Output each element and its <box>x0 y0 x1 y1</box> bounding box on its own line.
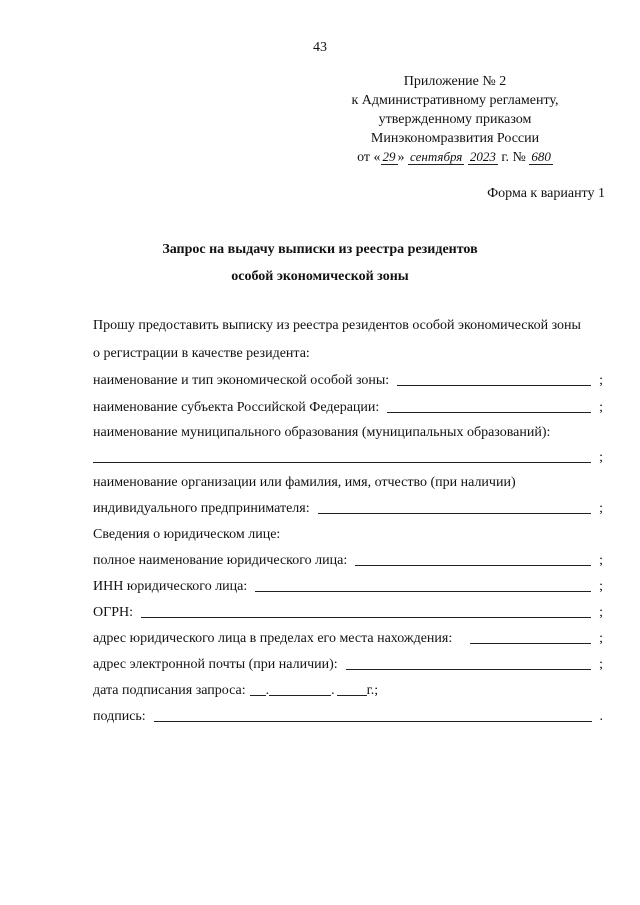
email-row <box>93 653 603 673</box>
org-row-1 <box>93 471 603 491</box>
date-day: 29 <box>382 149 396 164</box>
semicolon: ; <box>599 553 603 568</box>
zone-label: наименование и тип экономической особой зоны: <box>93 373 390 388</box>
intro-line-1: Прошу предоставить выписку из реестра резидентов особой экономической зоны <box>93 318 581 333</box>
order-number: 680 <box>531 149 551 164</box>
appendix-line-4: Минэкономразвития России <box>370 131 540 146</box>
appendix-line-3: утвержденному приказом <box>378 112 532 127</box>
semicolon: ; <box>599 450 603 465</box>
document-title <box>0 236 640 290</box>
subject-row <box>93 396 603 416</box>
date-sep-1: . <box>265 683 270 698</box>
subject-label: наименование субъекта Российской Федерации: <box>93 400 380 415</box>
org-field[interactable] <box>318 512 591 514</box>
zone-row <box>93 369 603 389</box>
municipal-row <box>93 421 603 441</box>
email-label: адрес электронной почты (при наличии): <box>93 657 338 672</box>
email-field[interactable] <box>346 668 591 670</box>
full-name-label: полное наименование юридического лица: <box>93 553 348 568</box>
ogrn-field[interactable] <box>141 616 591 618</box>
semicolon: ; <box>599 400 603 415</box>
semicolon: ; <box>599 373 603 388</box>
appendix-line-1: Приложение № 2 <box>403 74 507 89</box>
date-prefix: от « <box>357 150 381 165</box>
semicolon: ; <box>599 501 603 516</box>
date-month-field[interactable] <box>269 694 331 696</box>
appendix-date-line <box>325 148 585 167</box>
full-name-row <box>93 549 603 569</box>
title-line-1: Запрос на выдачу выписки из реестра резидентов <box>162 242 478 257</box>
municipal-field-row <box>93 446 603 466</box>
semicolon: ; <box>599 579 603 594</box>
date-day-field[interactable] <box>250 694 266 696</box>
org-row-2 <box>93 497 603 517</box>
signature-field[interactable] <box>154 720 592 722</box>
date-year: 2023 <box>469 149 496 164</box>
appendix-block <box>325 72 585 167</box>
address-field[interactable] <box>470 642 591 644</box>
signature-row <box>93 705 603 725</box>
municipal-label: наименование муниципального образования (муниципальных образований): <box>93 425 551 440</box>
form-variant: Форма к варианту 1 <box>487 186 605 201</box>
inn-row <box>93 575 603 595</box>
legal-entity-header-row <box>93 523 603 543</box>
ogrn-row <box>93 601 603 621</box>
title-line-2: особой экономической зоны <box>231 269 409 284</box>
semicolon: ; <box>599 605 603 620</box>
date-year-field[interactable] <box>337 694 367 696</box>
semicolon: ; <box>599 631 603 646</box>
date-month: сентября <box>410 149 463 164</box>
date-row <box>93 679 603 699</box>
date-sep-2: . <box>331 683 335 698</box>
page-number: 43 <box>313 40 327 55</box>
date-suffix: г. № <box>497 150 530 165</box>
subject-field[interactable] <box>387 411 591 413</box>
intro-line-2-row <box>93 342 603 362</box>
address-label: адрес юридического лица в пределах его места нахождения: <box>93 631 453 646</box>
legal-entity-header: Сведения о юридическом лице: <box>93 527 281 542</box>
inn-label: ИНН юридического лица: <box>93 579 248 594</box>
period: . <box>599 709 603 724</box>
full-name-field[interactable] <box>355 564 591 566</box>
ogrn-label: ОГРН: <box>93 605 133 620</box>
org-label-line-1: наименование организации или фамилия, имя, отчество (при наличии) <box>93 475 516 490</box>
intro-line-1-row <box>93 314 603 334</box>
zone-field[interactable] <box>397 384 591 386</box>
semicolon: ; <box>599 657 603 672</box>
date-label: дата подписания запроса: <box>93 683 246 698</box>
date-mid: » <box>397 150 409 165</box>
inn-field[interactable] <box>255 590 591 592</box>
intro-line-2: о регистрации в качестве резидента: <box>93 346 310 361</box>
org-label-line-2: индивидуального предпринимателя: <box>93 501 310 516</box>
address-row <box>93 627 603 647</box>
date-year-suffix: г.; <box>366 683 379 698</box>
appendix-line-2: к Административному регламенту, <box>351 93 559 108</box>
municipal-field[interactable] <box>93 461 591 463</box>
signature-label: подпись: <box>93 709 146 724</box>
